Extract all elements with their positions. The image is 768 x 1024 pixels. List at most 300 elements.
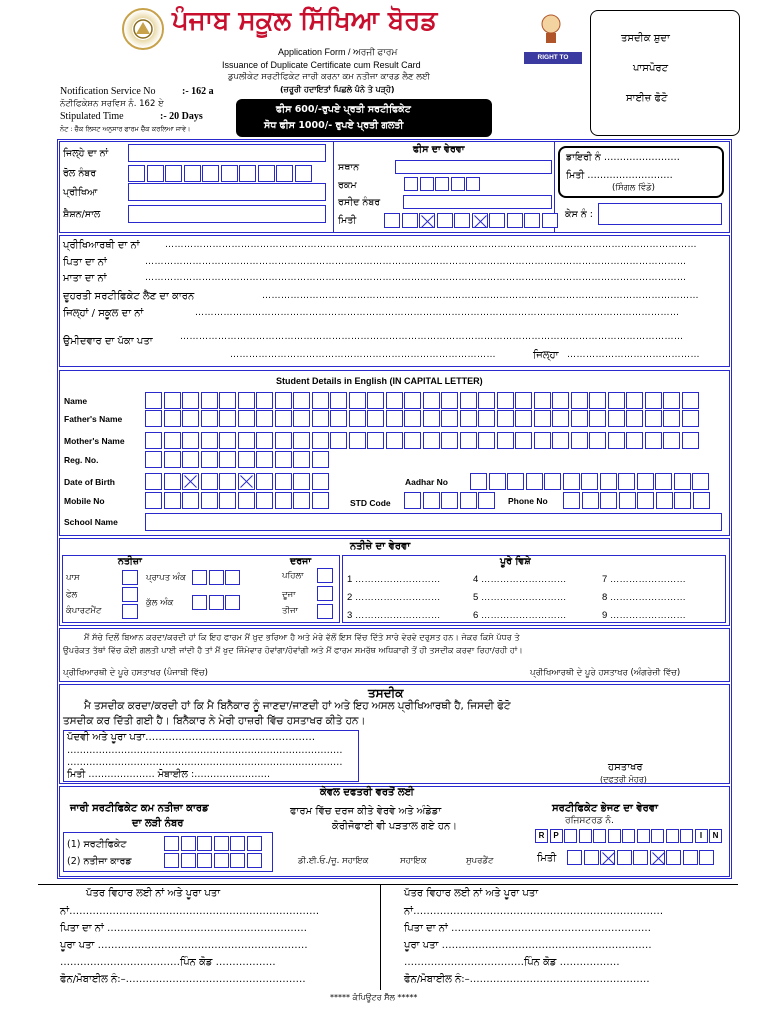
char-box[interactable] (330, 432, 347, 449)
char-box[interactable] (460, 392, 477, 409)
assistant-label: ਸਹਾਇਕ (400, 856, 427, 866)
rp-r: R (535, 829, 548, 843)
char-box[interactable] (571, 392, 588, 409)
district-input[interactable] (128, 144, 326, 162)
char-box[interactable] (219, 392, 236, 409)
phone-boxes[interactable] (563, 492, 711, 509)
char-box[interactable] (367, 392, 384, 409)
pass-label: ਪਾਸ (66, 573, 80, 583)
char-box[interactable] (423, 392, 440, 409)
slip-divider (380, 885, 381, 990)
char-box[interactable] (386, 392, 403, 409)
char-box[interactable] (256, 492, 273, 509)
subject-5[interactable]: 5 ……………………… (473, 592, 567, 603)
char-box[interactable] (164, 410, 181, 427)
registered-label: ਰਜਿਸਟਰਡ ਨੰ. (565, 816, 614, 826)
char-box[interactable] (589, 432, 606, 449)
char-box[interactable] (571, 432, 588, 449)
diary-date: ਮਿਤੀ ……………………… (566, 170, 673, 181)
photo-line-1: ਤਸਦੀਕ ਸ਼ੁਦਾ (621, 33, 670, 44)
char-box[interactable] (441, 410, 458, 427)
char-box[interactable] (256, 432, 273, 449)
fee-box (236, 99, 492, 137)
char-box[interactable] (164, 492, 181, 509)
verify-text-2: ਤਸਦੀਕ ਕਰ ਦਿੱਤੀ ਗਈ ਹੈ। ਬਿਨੈਕਾਰ ਨੇ ਮੇਰੀ ਹਾਜ਼ਰੀ ਵਿੱਚ ਹਸਤਾਖਰ ਕੀਤੇ ਹਨ। (63, 715, 366, 727)
aadhar-label: Aadhar No (405, 477, 448, 487)
sending-date-boxes[interactable] (567, 850, 716, 865)
char-box[interactable] (293, 492, 310, 509)
char-box[interactable] (330, 392, 347, 409)
char-box[interactable] (201, 392, 218, 409)
char-box[interactable] (404, 492, 421, 509)
char-box[interactable] (330, 410, 347, 427)
char-box[interactable] (682, 410, 699, 427)
board-logo (122, 8, 164, 50)
char-box[interactable] (312, 432, 329, 449)
char-box[interactable] (655, 473, 672, 490)
school-dots[interactable]: ……………………………………………………………………………………………………………………………………… (195, 308, 680, 318)
verified-text-2: ਕੋਰੀਜੋਫਾਈ ਵੀ ਪੜਤਾਲ ਗਏ ਹਨ। (332, 821, 457, 832)
subject-4[interactable]: 4 ……………………… (473, 574, 567, 585)
char-box[interactable] (656, 492, 673, 509)
emblem-icon (538, 12, 564, 46)
designation-line[interactable]: ਪੱਦਵੀ ਅਤੇ ਪੂਰਾ ਪਤਾ…………………………………………… (67, 732, 316, 743)
char-box[interactable] (534, 410, 551, 427)
char-box[interactable] (145, 492, 162, 509)
name-label: Name (64, 396, 88, 406)
char-box[interactable] (238, 392, 255, 409)
second-checkbox[interactable] (317, 586, 333, 601)
char-box[interactable] (608, 410, 625, 427)
char-box[interactable] (441, 432, 458, 449)
designation-line-2[interactable]: …………………………………………………………………………… (67, 745, 343, 756)
mother-label: ਮਾਤਾ ਦਾ ਨਾਂ (63, 273, 107, 284)
candidate-dots[interactable]: …………………………………………………………………………………………………………………………………………………… (165, 240, 697, 250)
char-box[interactable] (238, 492, 255, 509)
addr-left-name[interactable]: ਨਾਂ………………………………………………………………… (60, 906, 320, 917)
addr-left-pin[interactable]: ………………………………ਪਿੰਨ ਕੋਡ ……………… (60, 957, 276, 968)
addr-right-phone[interactable]: ਫੋਨ/ਮੋਬਾਈਲ ਨੰ:–……………………………………………… (404, 974, 650, 985)
char-box[interactable] (552, 410, 569, 427)
verify-sign: ਹਸਤਾਖਰ (608, 762, 643, 773)
in-n: N (709, 829, 722, 843)
fail-label: ਫੇਲ (66, 590, 78, 600)
std-boxes[interactable] (404, 492, 497, 509)
office-heading: ਕੇਵਲ ਦਫਤਰੀ ਵਰਤੋਂ ਲਈ (320, 787, 414, 798)
address-label: ਉਮੀਦਵਾਰ ਦਾ ਪੱਕਾ ਪਤਾ (63, 336, 153, 347)
char-box[interactable] (182, 492, 199, 509)
photo-line-2: ਪਾਸਪੋਰਟ (633, 63, 669, 74)
char-box[interactable] (275, 492, 292, 509)
char-box[interactable] (367, 410, 384, 427)
pass-checkbox[interactable] (122, 570, 138, 585)
candidate-label: ਪ੍ਰੀਖਿਆਰਥੀ ਦਾ ਨਾਂ (63, 240, 140, 251)
char-box[interactable] (581, 473, 598, 490)
single-window: (ਸਿੰਗਲ ਵਿੰਡੋ) (612, 183, 655, 193)
fee-date-boxes[interactable] (384, 213, 559, 228)
char-box[interactable] (181, 836, 196, 851)
char-box[interactable] (460, 410, 477, 427)
serial-heading: ਜਾਰੀ ਸਰਟੀਫਿਕੇਟ ਕਮ ਨਤੀਜ਼ਾ ਕਾਰਡ (70, 803, 209, 814)
dob-boxes[interactable] (145, 473, 330, 490)
char-box[interactable] (247, 853, 262, 868)
char-box[interactable] (197, 836, 212, 851)
father-en-label: Father's Name (64, 414, 123, 424)
char-box[interactable] (404, 410, 421, 427)
addr-right-full[interactable]: ਪੂਰਾ ਪਤਾ ……………………………………………………… (404, 940, 652, 951)
char-box[interactable] (182, 392, 199, 409)
char-box[interactable] (293, 451, 310, 468)
char-box[interactable] (164, 451, 181, 468)
exam-label: ਪ੍ਰੀਖਿਆ (63, 187, 98, 198)
notification-label: Notification Service No (60, 86, 156, 97)
char-box[interactable] (637, 492, 654, 509)
char-box[interactable] (626, 410, 643, 427)
case-label: ਕੇਸ ਨੰ : (565, 209, 593, 220)
char-box[interactable] (182, 410, 199, 427)
decl-text-2: ਉਪਰੋਕਤ ਤੱਥਾਂ ਵਿੱਚ ਕੋਈ ਗਲਤੀ ਪਾਈ ਜਾਂਦੀ ਹੈ ਤਾਂ ਮੈਂ ਖੁਦ ਜਿੰਮੇਵਾਰ ਹੋਵਾਂਗਾ/ਹੋਵਾਂਗੀ ਅਤੇ ਮੈਂ ਫਾਰਮ ਸਮਰੱਥ ਅਧਿਕਾਰੀ ਤੋਂ ਹੀ ਤਸਦੀਕ ਕਰਵਾ ਰਿਹਾ/ਰਹੀ ਹਾਂ। (63, 645, 523, 655)
amount-label: ਰਕਮ (338, 180, 357, 191)
char-box[interactable] (275, 451, 292, 468)
char-box[interactable] (219, 451, 236, 468)
mother-dots[interactable]: ……………………………………………………………………………………………………………………………………………………… (145, 273, 687, 283)
sig-en-label: ਪ੍ਰੀਖਿਆਰਥੀ ਦੇ ਪੂਰੇ ਹਸਤਾਖਰ (ਅੰਗਰੇਜ਼ੀ ਵਿੱਚ) (530, 668, 681, 678)
subject-3[interactable]: 3 ……………………… (347, 610, 441, 621)
char-box[interactable] (238, 432, 255, 449)
char-box[interactable] (219, 410, 236, 427)
reason-label: ਦੂਹਰਤੀ ਸਰਟੀਫਿਕੇਟ ਲੈਣ ਦਾ ਕਾਰਨ (63, 291, 195, 302)
place-input[interactable] (395, 160, 552, 174)
char-box[interactable] (214, 853, 229, 868)
result-label: ਨਤੀਜ਼ਾ (118, 556, 142, 567)
char-box[interactable] (674, 492, 691, 509)
char-box[interactable] (682, 392, 699, 409)
char-box[interactable] (663, 432, 680, 449)
char-box[interactable] (201, 451, 218, 468)
char-box[interactable] (349, 432, 366, 449)
stipulated-value: :- 20 Days (160, 111, 203, 122)
school-label: ਜਿਲ੍ਹਾਂ / ਸਕੂਲ ਦਾ ਨਾਂ (63, 308, 144, 319)
char-box[interactable] (312, 492, 329, 509)
aadhar-boxes[interactable] (470, 473, 711, 490)
char-box[interactable] (230, 836, 245, 851)
fee-details-heading: ਫੀਸ ਦਾ ਵੇਰਵਾ (413, 144, 465, 155)
char-box[interactable] (256, 410, 273, 427)
char-box[interactable] (489, 473, 506, 490)
designation-line-3[interactable]: …………………………………………………………………………… (67, 757, 343, 768)
char-box[interactable] (619, 492, 636, 509)
char-box[interactable] (312, 410, 329, 427)
char-box[interactable] (600, 473, 617, 490)
char-box[interactable] (589, 392, 606, 409)
photo-box (590, 10, 740, 136)
char-box[interactable] (582, 492, 599, 509)
std-label: STD Code (350, 498, 391, 508)
addr-right-pin[interactable]: ………………………………ਪਿੰਨ ਕੋਡ ……………… (404, 957, 620, 968)
first-checkbox[interactable] (317, 568, 333, 583)
receipt-label: ਰਸੀਦ ਨੰਬਰ (338, 197, 381, 208)
char-box[interactable] (589, 410, 606, 427)
char-box[interactable] (534, 432, 551, 449)
third-checkbox[interactable] (317, 604, 333, 619)
subject-9[interactable]: 9 …………………… (602, 610, 686, 621)
diary-label: ਡਾਇਰੀ ਨੰ …………………… (566, 152, 680, 163)
char-box[interactable] (423, 492, 440, 509)
char-box[interactable] (497, 432, 514, 449)
session-label: ਸ਼ੈਸ਼ਨ/ਸਾਲ (63, 209, 101, 220)
char-box[interactable] (201, 410, 218, 427)
char-box[interactable] (608, 392, 625, 409)
char-box[interactable] (563, 492, 580, 509)
char-box[interactable] (693, 492, 710, 509)
char-box[interactable] (460, 432, 477, 449)
first-label: ਪਹਿਲਾ (282, 571, 304, 581)
address-dots-2[interactable]: ………………………………………………………………………… (230, 350, 496, 360)
char-box[interactable] (544, 473, 561, 490)
char-box[interactable] (219, 432, 236, 449)
subject-7[interactable]: 7 …………………… (602, 574, 686, 585)
char-box[interactable] (219, 492, 236, 509)
char-box[interactable] (182, 451, 199, 468)
char-box[interactable] (441, 492, 458, 509)
char-box[interactable] (247, 836, 262, 851)
reg-boxes[interactable] (145, 451, 330, 468)
char-box[interactable] (145, 410, 162, 427)
addr-left-heading: ਪੱਤਰ ਵਿਹਾਰ ਲਈ ਨਾਂ ਅਤੇ ਪੂਰਾ ਪਤਾ (86, 888, 221, 899)
char-box[interactable] (515, 410, 532, 427)
sig-pb-label: ਪ੍ਰੀਖਿਆਰਥੀ ਦੇ ਪੂਰੇ ਹਸਤਾਖਰ (ਪੰਜਾਬੀ ਵਿੱਚ) (63, 668, 208, 678)
char-box[interactable] (478, 410, 495, 427)
amount-boxes[interactable] (404, 177, 482, 191)
char-box[interactable] (626, 392, 643, 409)
dio-label: ਡੀ.ਈ.ਓ./ਜੂ. ਸਹਾਇਕ (298, 856, 369, 866)
decl-text-1: ਮੈਂ ਸੱਚੇ ਦਿਲੋਂ ਬਿਆਨ ਕਰਦਾ/ਕਰਦੀ ਹਾਂ ਕਿ ਇਹ ਫਾਰਮ ਮੈਂ ਖ਼ੁਦ ਭਰਿਆ ਹੈ ਅਤੇ ਮੇਰੇ ਵੱਲੋਂ ਇਸ ਵਿੱਚ ਦਿੱਤੇ ਸਾਰੇ ਵੇਰਵੇ ਦਰੁਸਤ ਹਨ। ਜੇਕਰ ਕਿਸੇ ਪੱਧਰ ਤੇ (84, 632, 520, 642)
char-box[interactable] (645, 410, 662, 427)
char-box[interactable] (201, 492, 218, 509)
school-en-input[interactable] (145, 513, 722, 531)
fee-line-1: ਫੀਸ 600/-ਰੁਪਏ ਪ੍ਰਤੀ ਸਰਟੀਫਿਕੇਟ (276, 104, 411, 115)
card-serial-boxes[interactable] (164, 853, 263, 868)
verify-heading: ਤਸਦੀਕ (368, 686, 404, 700)
char-box[interactable] (145, 392, 162, 409)
char-box[interactable] (470, 473, 487, 490)
char-box[interactable] (441, 392, 458, 409)
char-box[interactable] (563, 473, 580, 490)
char-box[interactable] (312, 451, 329, 468)
total-boxes[interactable] (192, 595, 242, 610)
subject-8[interactable]: 8 …………………… (602, 592, 686, 603)
char-box[interactable] (275, 432, 292, 449)
notification-value: :- 162 a (182, 86, 214, 97)
char-box[interactable] (515, 392, 532, 409)
char-box[interactable] (230, 853, 245, 868)
issuance-text: Issuance of Duplicate Certificate cum Result Card (222, 60, 421, 70)
char-box[interactable] (663, 392, 680, 409)
rp-in-boxes[interactable] (535, 829, 724, 843)
case-input[interactable] (598, 203, 722, 225)
char-box[interactable] (600, 492, 617, 509)
char-box[interactable] (552, 392, 569, 409)
second-label: ਦੂਜਾ (282, 590, 296, 600)
result-heading: ਨਤੀਜ਼ੇ ਦਾ ਵੇਰਵਾ (350, 541, 411, 552)
char-box[interactable] (197, 853, 212, 868)
char-box[interactable] (256, 392, 273, 409)
char-box[interactable] (618, 473, 635, 490)
footer-text: ***** ਕੰਪਿਊਟਰ ਸੈੱਲ ***** (330, 993, 418, 1002)
char-box[interactable] (349, 392, 366, 409)
compart-label: ਕੰਪਾਰਟਮੈਂਟ (66, 606, 102, 616)
total-label: ਕੁੱਲ ਅੰਕ (146, 598, 174, 608)
char-box[interactable] (164, 836, 179, 851)
verified-text: ਫਾਰਮ ਵਿੱਚ ਦਰਜ ਕੀਤੇ ਵੇਰਵੇ ਅਤੇ ਅੰਡੇਡਾ (290, 806, 442, 817)
char-box[interactable] (164, 432, 181, 449)
verify-seal: (ਦਫਤਰੀ ਮੋਹਰ) (600, 775, 647, 784)
char-box[interactable] (201, 432, 218, 449)
char-box[interactable] (645, 392, 662, 409)
char-box[interactable] (674, 473, 691, 490)
char-box[interactable] (608, 432, 625, 449)
char-box[interactable] (164, 392, 181, 409)
subject-2[interactable]: 2 ……………………… (347, 592, 441, 603)
district-dots[interactable]: …………………………………… (567, 350, 700, 360)
compart-checkbox[interactable] (122, 604, 138, 619)
char-box[interactable] (238, 451, 255, 468)
char-box[interactable] (682, 432, 699, 449)
char-box[interactable] (404, 392, 421, 409)
cert-label: (1) ਸਰਟੀਫਿਕੇਟ (67, 839, 127, 850)
char-box[interactable] (423, 432, 440, 449)
roll-boxes[interactable] (128, 165, 313, 182)
english-heading: Student Details in English (IN CAPITAL LETTER) (276, 376, 483, 386)
father-name-boxes-2[interactable] (145, 432, 700, 449)
session-input[interactable] (128, 205, 326, 223)
serial-heading-2: ਦਾ ਲੜੀ ਨੰਬਰ (132, 818, 184, 829)
char-box[interactable] (552, 432, 569, 449)
verify-date-mobile[interactable]: ਮਿਤੀ ………………… ਮੋਬਾਈਲ :…………………… (67, 769, 271, 780)
rts-badge: RIGHT TO SERVICE (524, 52, 582, 64)
reg-label: Reg. No. (64, 455, 99, 465)
char-box[interactable] (386, 410, 403, 427)
card-label: (2) ਨਤੀਜਾ ਕਾਰਡ (67, 856, 132, 867)
mobile-boxes[interactable] (145, 492, 330, 509)
char-box[interactable] (181, 853, 196, 868)
char-box[interactable] (497, 410, 514, 427)
char-box[interactable] (275, 392, 292, 409)
char-box[interactable] (626, 432, 643, 449)
char-box[interactable] (293, 392, 310, 409)
father-label: ਪਿਤਾ ਦਾ ਨਾਂ (63, 257, 107, 268)
addr-left-father[interactable]: ਪਿਤਾ ਦਾ ਨਾਂ …………………………………………………… (60, 923, 308, 934)
char-box[interactable] (507, 473, 524, 490)
char-box[interactable] (293, 410, 310, 427)
char-box[interactable] (515, 432, 532, 449)
fail-checkbox[interactable] (122, 587, 138, 602)
char-box[interactable] (145, 432, 162, 449)
fee-date-label: ਮਿਤੀ (338, 215, 357, 226)
exam-input[interactable] (128, 183, 326, 201)
char-box[interactable] (460, 492, 477, 509)
district-label: ਜਿਲ੍ਹੇ ਦਾ ਨਾਂ (63, 148, 109, 159)
note-small: ਨੋਟ : ਚੈੱਕ ਲਿਸਟ ਅਨੁਸਾਰ ਫਾਰਮ ਚੈੱਕ ਕਰਲਿਆ ਜਾਵੇ। (60, 125, 191, 133)
supdt-label: ਸੁਪਰਡੈਂਟ (466, 856, 494, 866)
char-box[interactable] (645, 432, 662, 449)
addr-right-heading: ਪੱਤਰ ਵਿਹਾਰ ਲਈ ਨਾਂ ਅਤੇ ਪੂਰਾ ਪਤਾ (404, 888, 539, 899)
place-label: ਸਥਾਨ (338, 162, 360, 173)
char-box[interactable] (275, 410, 292, 427)
reason-dots[interactable]: ………………………………………………………………………………………………………………………… (262, 291, 699, 301)
address-dots[interactable]: …………………………………………………………………………………………………………………………………………… (180, 332, 684, 342)
cert-serial-boxes[interactable] (164, 836, 263, 851)
notification-pb: ਨੋਟੀਫਿਕੇਸ਼ਨ ਸਰਵਿਸ ਨੰ. 162 ਏ (60, 99, 164, 109)
char-box[interactable] (293, 432, 310, 449)
mother-en-label: Mother's Name (64, 436, 125, 446)
char-box[interactable] (214, 836, 229, 851)
note-pb: (ਜ਼ਰੂਰੀ ਹਦਾਇਤਾਂ ਪਿਛਲੇ ਪੰਨੇ ਤੇ ਪੜ੍ਹੋ) (280, 85, 395, 94)
char-box[interactable] (423, 410, 440, 427)
fee-line-2: ਸੋਧ ਫੀਸ 1000/- ਰੁਪਏ ਪ੍ਰਤੀ ਗਲਤੀ (264, 120, 404, 131)
char-box[interactable] (571, 410, 588, 427)
issuance-pb: ਡੁਪਲੀਕੇਟ ਸਰਟੀਫਿਕੇਟ ਜਾਰੀ ਕਰਨਾ ਕਮ ਨਤੀਜਾ ਕਾਰਡ ਲੈਣ ਲਈ (228, 72, 430, 82)
char-box[interactable] (145, 451, 162, 468)
mobile-label: Mobile No (64, 496, 105, 506)
char-box[interactable] (404, 432, 421, 449)
char-box[interactable] (478, 432, 495, 449)
form-label: Application Form / ਅਰਜੀ ਫਾਰਮ (278, 47, 398, 57)
father-dots[interactable]: ……………………………………………………………………………………………………………………………………………………… (145, 257, 687, 267)
receipt-input[interactable] (403, 195, 552, 209)
char-box[interactable] (692, 473, 709, 490)
addr-right-name[interactable]: ਨਾਂ………………………………………………………………… (404, 906, 664, 917)
char-box[interactable] (367, 432, 384, 449)
verify-text-1: ਮੈ ਤਸਦੀਕ ਕਰਦਾ/ਕਰਦੀ ਹਾਂ ਕਿ ਮੈ ਬਿਨੈਕਾਰ ਨੂੰ ਜਾਣਦਾ/ਜਾਣਦੀ ਹਾਂ ਅਤੇ ਇਹ ਅਸਲ ਪ੍ਰੀਖਿਆਰਥੀ ਹੈ, ਜਿਸਦੀ ਫੋਟੋ (84, 700, 511, 712)
char-box[interactable] (182, 432, 199, 449)
obtained-boxes[interactable] (192, 570, 242, 585)
char-box[interactable] (637, 473, 654, 490)
char-box[interactable] (164, 853, 179, 868)
in-i: I (695, 829, 708, 843)
sending-date-label: ਮਿਤੀ (537, 853, 557, 864)
char-box[interactable] (386, 432, 403, 449)
subjects-label: ਪੂਰੇ ਵਿਸ਼ੇ (500, 556, 531, 567)
obtained-label: ਪ੍ਰਾਪਤ ਅੰਕ (146, 573, 186, 583)
char-box[interactable] (526, 473, 543, 490)
addr-left-phone[interactable]: ਫੋਨ/ਮੋਬਾਈਲ ਨੰ:–……………………………………………… (60, 974, 306, 985)
char-box[interactable] (478, 392, 495, 409)
subject-1[interactable]: 1 ……………………… (347, 574, 441, 585)
char-box[interactable] (238, 410, 255, 427)
division-label: ਦਰਜਾ (290, 556, 312, 567)
photo-line-3: ਸਾਈਜ਼ ਫੋਟੋ (626, 93, 668, 104)
char-box[interactable] (497, 392, 514, 409)
phone-label: Phone No (508, 496, 548, 506)
address-district: ਜਿਲ੍ਹਾ (533, 350, 559, 361)
name-boxes[interactable] (145, 392, 700, 409)
addr-right-father[interactable]: ਪਿਤਾ ਦਾ ਨਾਂ …………………………………………………… (404, 923, 652, 934)
sending-heading: ਸਰਟੀਫਿਕੇਟ ਭੇਜਣ ਦਾ ਵੇਰਵਾ (552, 803, 658, 814)
subject-6[interactable]: 6 ……………………… (473, 610, 567, 621)
dob-label: Date of Birth (64, 477, 115, 487)
char-box[interactable] (312, 392, 329, 409)
char-box[interactable] (478, 492, 495, 509)
cut-line (38, 884, 738, 885)
school-en-label: School Name (64, 517, 118, 527)
char-box[interactable] (663, 410, 680, 427)
char-box[interactable] (534, 392, 551, 409)
father-name-boxes[interactable] (145, 410, 700, 427)
addr-left-full[interactable]: ਪੂਰਾ ਪਤਾ ……………………………………………………… (60, 940, 308, 951)
char-box[interactable] (349, 410, 366, 427)
char-box[interactable] (256, 451, 273, 468)
